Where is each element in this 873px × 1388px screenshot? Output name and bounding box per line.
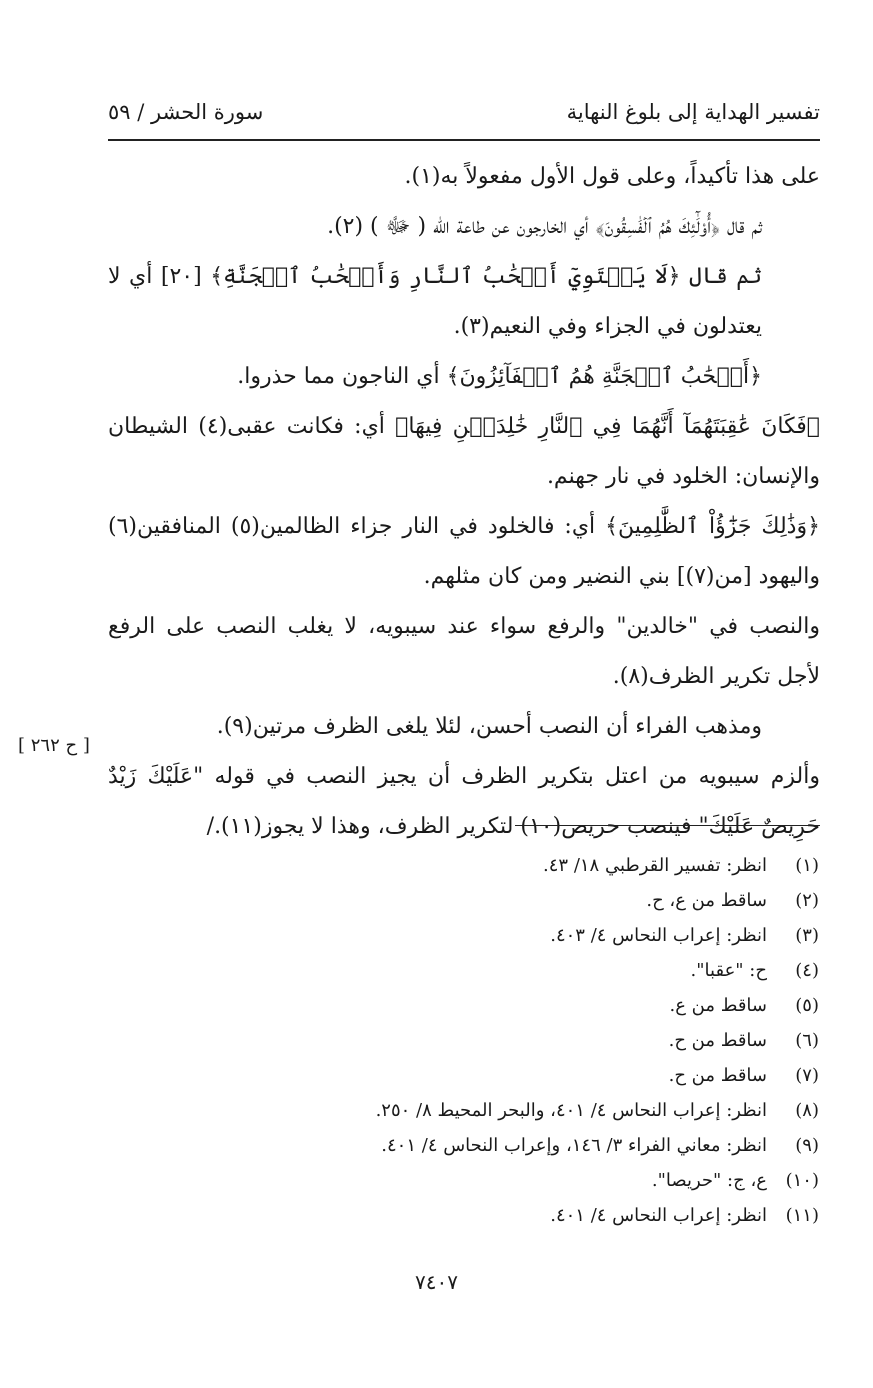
- running-header: [108, 92, 820, 132]
- footnote-number: (٥): [795, 995, 819, 1016]
- paragraph: ومذهب الفراء أن النصب أحسن، لئلا يلغى الظرف مرتين(٩).: [216, 714, 762, 739]
- footnote: [179, 1163, 819, 1198]
- footnote-number: (١١): [785, 1205, 819, 1226]
- main-text: [108, 152, 820, 852]
- footnote-number: (١): [795, 855, 819, 876]
- footnote-number: (٤): [795, 960, 819, 981]
- footnote-text: ح: "عقبا".: [690, 960, 767, 981]
- paragraph: والنصب في "خالدين" والرفع سواء عند سيبويه، لا يغلب النصب على الرفع لأجل تكرير الظرف(٨).: [108, 614, 820, 689]
- footnote: [179, 1198, 819, 1233]
- surah-label: سورة الحشر / ٥٩: [108, 100, 264, 124]
- book-title: تفسير الهداية إلى بلوغ النهاية: [566, 100, 820, 124]
- paragraph: ثم قال ﴿أُوْلَٰٓئِكَ هُمُ ٱلۡفَٰسِقُونَ﴾ أي الخارجون عن طاعة الله ( ﷻ ) (٢).: [327, 214, 762, 239]
- footnote-text: انظر: تفسير القرطبي ١٨/ ٤٣.: [543, 855, 767, 876]
- footnote: [179, 848, 819, 883]
- footnote-text: انظر: معاني الفراء ٣/ ١٤٦، وإعراب النحاس ٤/ ٤٠١.: [381, 1135, 767, 1156]
- footnote-number: (٢): [795, 890, 819, 911]
- page-number: ٧٤٠٧: [415, 1270, 458, 1294]
- footnote-text: ساقط من ع.: [669, 995, 767, 1016]
- header-divider: [108, 139, 820, 141]
- footnote-number: (٦): [795, 1030, 819, 1051]
- footnote: [179, 1058, 819, 1093]
- footnote-text: انظر: إعراب النحاس ٤/ ٤٠٣.: [550, 925, 767, 946]
- footnote-number: (٣): [795, 925, 819, 946]
- paragraph: ﴿أَصۡحَٰبُ ٱلۡجَنَّةِ هُمُ ٱلۡفَآئِزُونَ﴾ أي الناجون مما حذروا.: [237, 364, 762, 389]
- footnote: [179, 953, 819, 988]
- manuscript-folio-marker: [ ح ٢٦٢ ]: [18, 735, 90, 756]
- footnote-number: (٧): [795, 1065, 819, 1086]
- footnote-text: انظر: إعراب النحاس ٤/ ٤٠١.: [550, 1205, 767, 1226]
- footnote: [179, 1128, 819, 1163]
- footnote-number: (٩): [795, 1135, 819, 1156]
- footnote-number: (١٠): [785, 1170, 819, 1191]
- footnote-divider: [515, 825, 820, 826]
- footnote: [179, 988, 819, 1023]
- footnote-text: ساقط من ح.: [668, 1030, 767, 1051]
- footnote: [179, 1023, 819, 1058]
- footnote: [179, 883, 819, 918]
- paragraph: ﴿فَكَانَ عَٰقِبَتَهُمَآ أَنَّهُمَا فِي ٱلنَّارِ خَٰلِدَيۡنِ فِيهَا﴾ أي: فكانت عقبى(٤) الشيطان والإنسان: الخلود في نار جهنم.: [108, 414, 820, 489]
- footnote-text: ساقط من ح.: [668, 1065, 767, 1086]
- footnote-number: (٨): [795, 1100, 819, 1121]
- paragraph: على هذا تأكيداً، وعلى قول الأول مفعولاً به(١).: [404, 164, 820, 189]
- paragraph: وألزم سيبويه من اعتل بتكرير الظرف أن يجيز النصب في قوله "عَلَيْكَ زَيْدٌ حَرِيصٌ عَلَيْكَ" فينصب حريص(١٠) لتكرير الظرف، وهذا لا يجوز(١١)./: [108, 764, 820, 839]
- footnotes: [179, 848, 819, 1233]
- footnote-text: ع، ج: "حريصا".: [651, 1170, 767, 1191]
- paragraph: ﴿وَذَٰلِكَ جَزَٰٓؤُاْ ٱلظَّٰلِمِينَ﴾ أي: فالخلود في النار جزاء الظالمين(٥) المنافقين(٦) واليهود [من(٧)] بني النضير ومن كان مثلهم.: [108, 514, 820, 589]
- footnote-text: انظر: إعراب النحاس ٤/ ٤٠١، والبحر المحيط ٨/ ٢٥٠.: [375, 1100, 767, 1121]
- paragraph: ثم قال ﴿لَا يَسۡتَوِيٓ أَصۡحَٰبُ ٱلنَّارِ وَأَصۡحَٰبُ ٱلۡجَنَّةِ﴾ [٢٠] أي لا يعتدلون في الجزاء وفي النعيم(٣).: [108, 264, 762, 339]
- footnote: [179, 1093, 819, 1128]
- footnote-text: ساقط من ع، ح.: [646, 890, 767, 911]
- footnote: [179, 918, 819, 953]
